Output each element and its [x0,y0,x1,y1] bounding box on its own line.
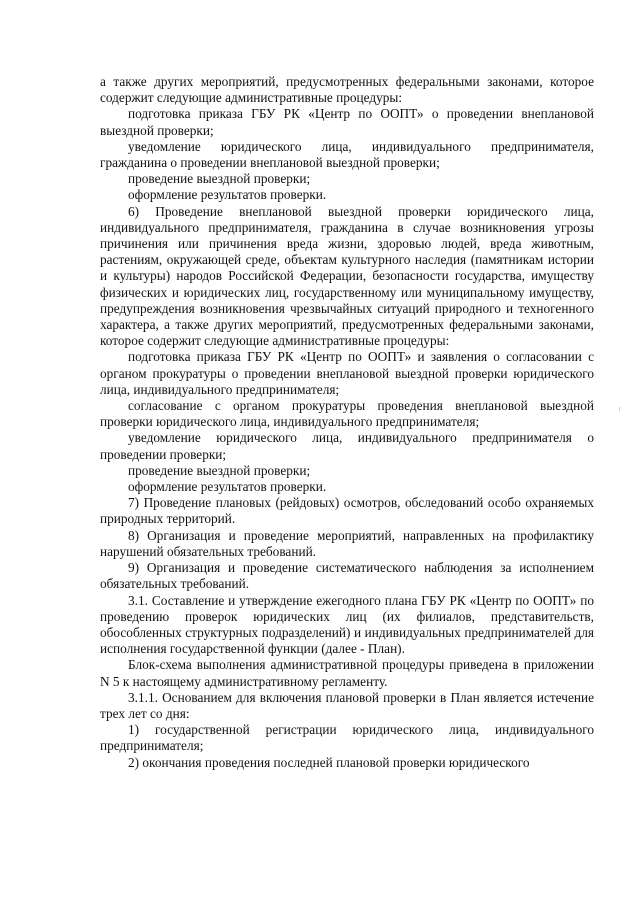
paragraph: уведомление юридического лица, индивидуального предпринимателя о проведении проверки; [100,430,594,462]
paragraph: 9) Организация и проведение систематического наблюдения за исполнением обязательных требований. [100,560,594,592]
paragraph: 8) Организация и проведение мероприятий, направленных на профилактику нарушений обязательных требований. [100,527,594,559]
paragraph: 7) Проведение плановых (рейдовых) осмотров, обследований особо охраняемых природных территорий. [100,495,594,527]
paragraph: 6) Проведение внеплановой выездной проверки юридического лица, индивидуального предпринимателя, гражданина в случае возникновения угрозы причинения или причинения вреда жизни, здоровью людей, вреда животным, растениям, окружающей среде, объектам культурного наследия (памятникам истории и культуры) народов Российской Федерации, безопасности государства, имуществу физических и юридических лиц, государственному или муниципальному имуществу, предупреждения возникновения чрезвычайных ситуаций природного и техногенного характера, а также других мероприятий, предусмотренных федеральными законами, которое содержит следующие административные процедуры: [100,203,594,349]
paragraph: проведение выездной проверки; [128,171,311,187]
paragraph: уведомление юридического лица, индивидуального предпринимателя, гражданина о проведении внеплановой выездной проверки; [100,138,594,171]
paragraph: а также других мероприятий, предусмотренных федеральными законами, которое содержит следующие административные процедуры: [100,74,594,106]
scan-mark [619,407,620,411]
paragraph: 2) окончания проведения последней плановой проверки юридического [128,754,530,770]
paragraph: 1) государственной регистрации юридического лица, индивидуального предпринимателя; [100,722,594,754]
paragraph: 3.1.1. Основанием для включения плановой проверки в План является истечение трех лет со дня: [100,689,594,721]
paragraph: согласование с органом прокуратуры проведения внеплановой выездной проверки юридического лица, индивидуального предпринимателя; [100,398,594,430]
paragraph: оформление результатов проверки. [128,187,327,203]
document-page [100,74,594,771]
paragraph: оформление результатов проверки. [128,479,327,495]
paragraph: подготовка приказа ГБУ РК «Центр по ООПТ» о проведении внеплановой выездной проверки; [100,106,594,138]
paragraph: проведение выездной проверки; [128,462,311,478]
paragraph: подготовка приказа ГБУ РК «Центр по ООПТ» и заявления о согласовании с органом прокуратуры о проведении внеплановой выездной проверки юридического лица, индивидуального предпринимателя; [100,349,594,397]
paragraph: Блок-схема выполнения административной процедуры приведена в приложении N 5 к настоящему административному регламенту. [100,657,594,689]
paragraph: 3.1. Составление и утверждение ежегодного плана ГБУ РК «Центр по ООПТ» по проведению проверок юридических лиц (их филиалов, представительств, обособленных структурных подразделений) и индивидуальных предпринимателей для исполнения государственной функции (далее - План). [100,592,594,657]
